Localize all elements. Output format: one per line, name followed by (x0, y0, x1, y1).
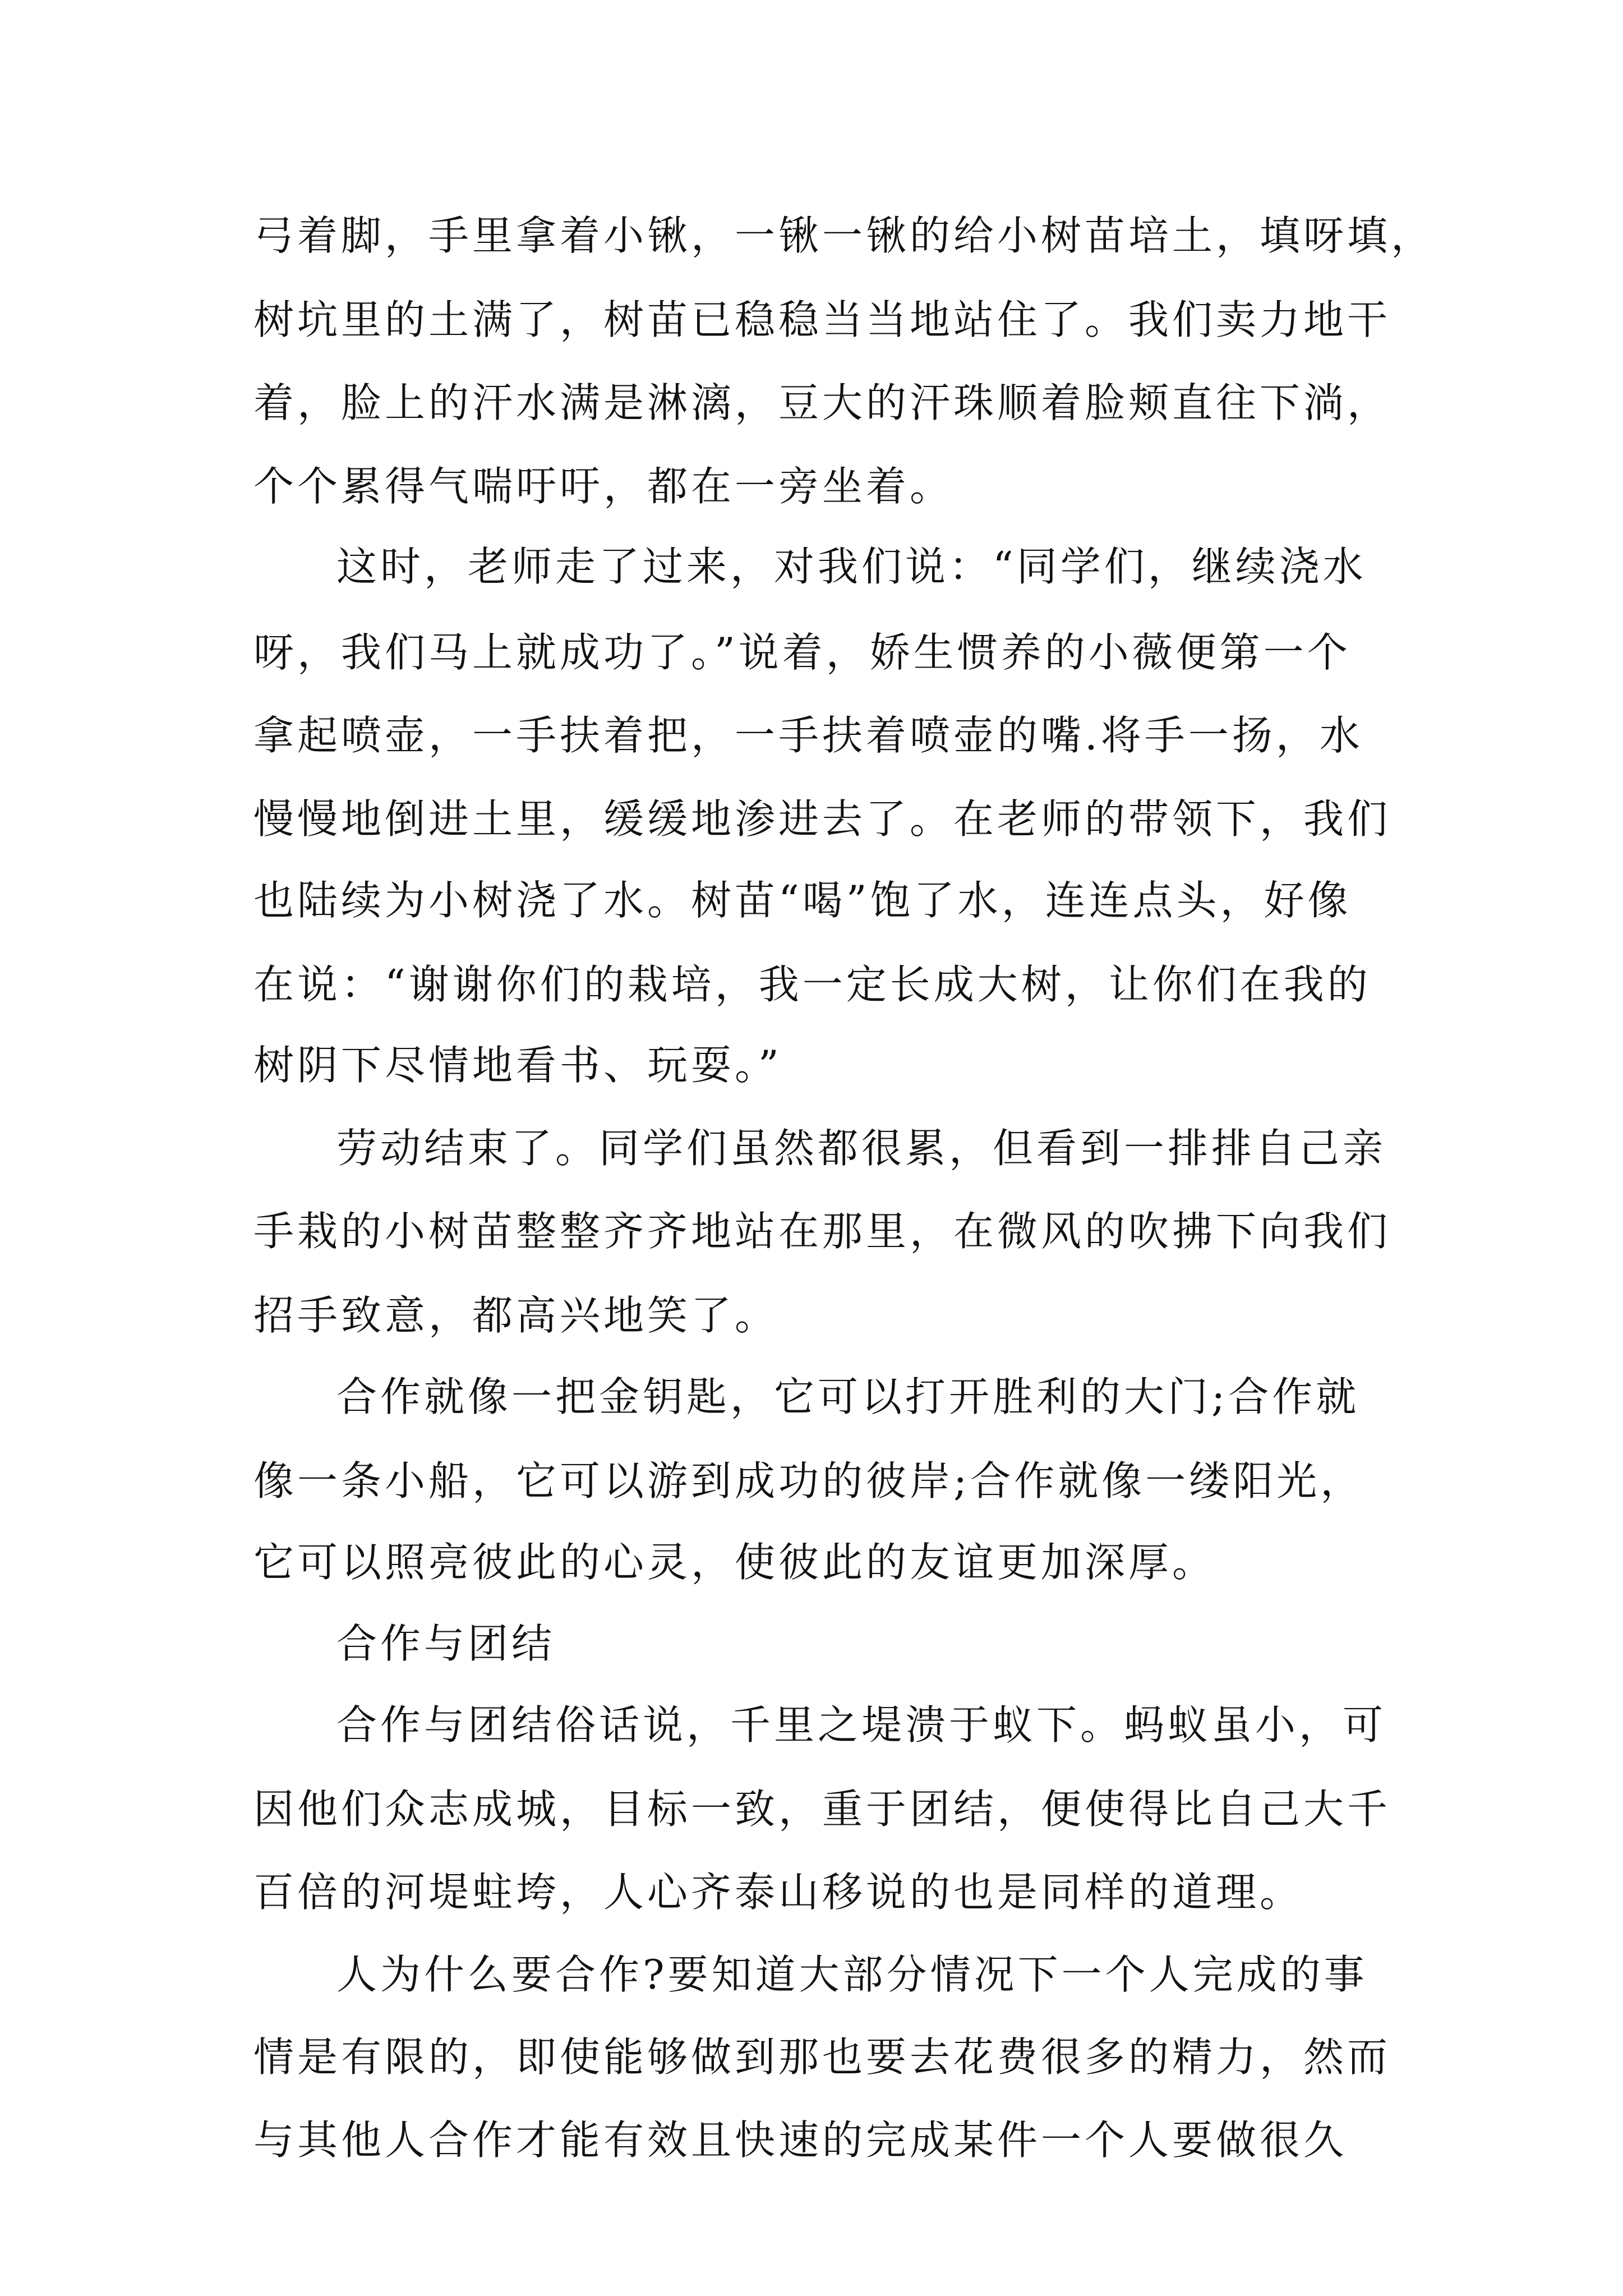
text-line: 也陆续为小树浇了水。树苗“喝”饱了水，连连点头，好像 (253, 877, 1352, 924)
text-line: 在说：“谢谢你们的栽培，我一定长成大树，让你们在我的 (253, 961, 1371, 1008)
text-line: 个个累得气喘吁吁，都在一旁坐着。 (253, 463, 954, 510)
text-line: 着，脸上的汗水满是淋漓，豆大的汗珠顺着脸颊直往下淌， (253, 379, 1391, 426)
text-line: 呀，我们马上就成功了。”说着，娇生惯养的小薇便第一个 (253, 629, 1351, 676)
text-line: 情是有限的，即使能够做到那也要去花费很多的精力，然而 (253, 2033, 1391, 2081)
paragraph-first-line: 人为什么要合作?要知道大部分情况下一个人完成的事 (336, 1951, 1368, 1998)
section-heading: 合作与团结 (336, 1620, 556, 1667)
paragraph-first-line: 合作与团结俗话说，千里之堤溃于蚁下。蚂蚁虽小，可 (336, 1701, 1387, 1749)
text-line: 百倍的河堤蛀垮，人心齐泰山移说的也是同样的道理。 (253, 1869, 1304, 1916)
paragraph-first-line: 劳动结束了。同学们虽然都很累，但看到一排排自己亲 (336, 1125, 1387, 1172)
text-line: 树阴下尽情地看书、玩耍。” (253, 1042, 782, 1089)
text-line: 慢慢地倒进土里，缓缓地渗进去了。在老师的带领下，我们 (253, 795, 1391, 843)
paragraph-first-line: 合作就像一把金钥匙，它可以打开胜利的大门;合作就 (336, 1373, 1360, 1420)
text-line: 因他们众志成城，目标一致，重于团结，便使得比自己大千 (253, 1786, 1391, 1833)
text-line: 弓着脚，手里拿着小锹，一锹一锹的给小树苗培土，填呀填， (253, 212, 1435, 259)
text-line: 它可以照亮彼此的心灵，使彼此的友谊更加深厚。 (253, 1539, 1216, 1586)
text-line: 招手致意，都高兴地笑了。 (253, 1292, 779, 1339)
paragraph-first-line: 这时，老师走了过来，对我们说：“同学们，继续浇水 (336, 543, 1367, 590)
text-line: 像一条小船，它可以游到成功的彼岸;合作就像一缕阳光， (253, 1457, 1364, 1504)
text-line: 拿起喷壶，一手扶着把，一手扶着喷壶的嘴.将手一扬，水 (253, 712, 1363, 759)
text-line: 手栽的小树苗整整齐齐地站在那里，在微风的吹拂下向我们 (253, 1208, 1391, 1255)
text-line: 与其他人合作才能有效且快速的完成某件一个人要做很久 (253, 2116, 1348, 2164)
text-line: 树坑里的土满了，树苗已稳稳当当地站住了。我们卖力地干 (253, 296, 1391, 343)
